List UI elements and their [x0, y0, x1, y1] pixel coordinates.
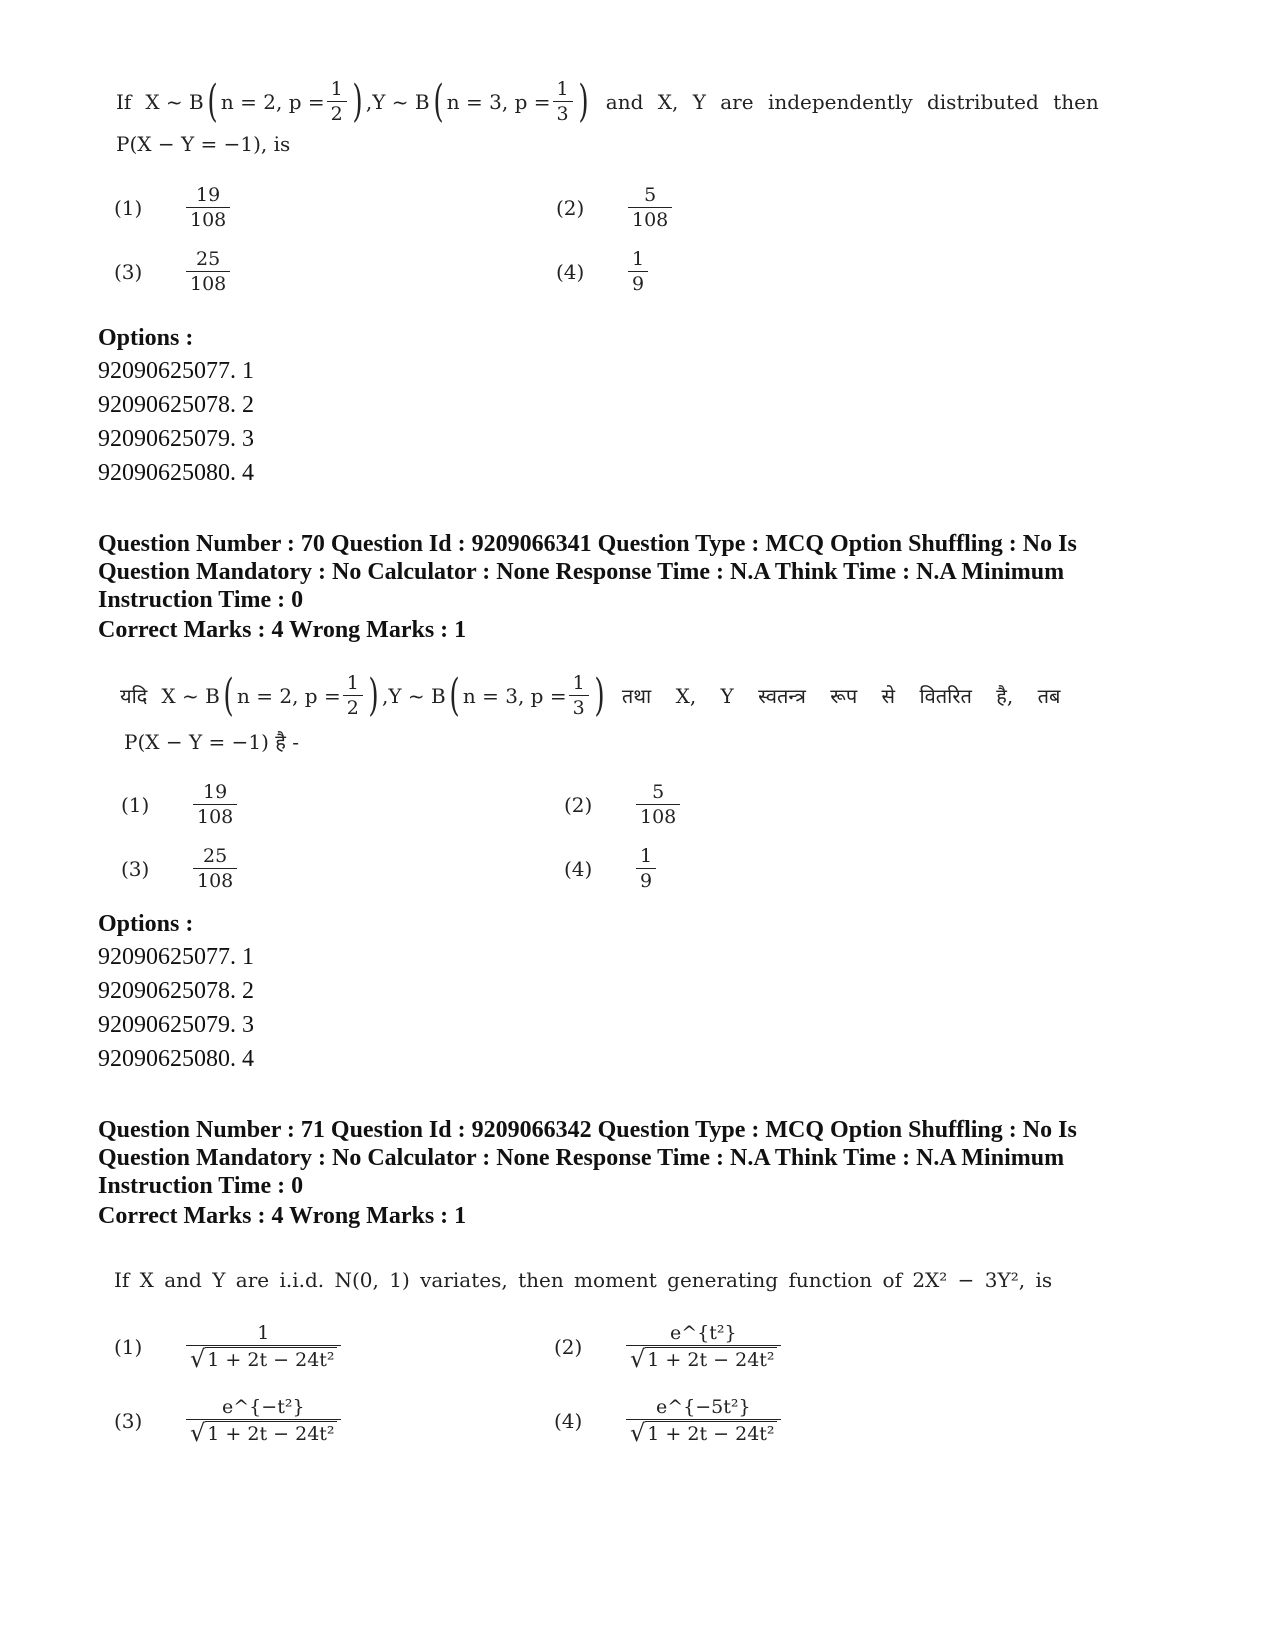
q69-y-dist: Y ~ B	[372, 89, 430, 114]
q70-choice-3	[121, 845, 239, 892]
q70-stem-and: तथा X, Y स्वतन्त्र रूप से वितरित है, तब	[621, 684, 1061, 708]
choice-numerator: 1	[257, 1322, 270, 1344]
option-item: 92090625079. 3	[98, 426, 254, 452]
choice-label: (3)	[114, 259, 143, 284]
q69-stem: If X ~ B ( n = 2, p = $\frac{1}{2}$ ) , Y ~ B ( n = 3, p = $\frac{1}{3}$ ) and X, Y are independently distributed then	[116, 75, 1099, 127]
q70-y-params: n = 3, p =	[462, 683, 567, 708]
choice-denominator: 108	[636, 804, 680, 828]
choice-numerator: e^{−t²}	[222, 1396, 305, 1418]
choice-numerator: 25	[203, 845, 228, 867]
sqrt-icon: √	[190, 1345, 206, 1373]
q69-choice-4	[556, 248, 650, 295]
choice-denominator: 9	[636, 868, 656, 892]
meta-line: Question Number : 71 Question Id : 9209066342 Question Type : MCQ Option Shuffling : No Is	[98, 1117, 1077, 1143]
sqrt-icon: √	[630, 1419, 646, 1447]
choice-label: (2)	[554, 1335, 583, 1359]
q71-choice-3	[114, 1396, 343, 1446]
choice-numerator: 5	[652, 781, 665, 803]
choice-label: (4)	[564, 856, 593, 881]
option-item: 92090625078. 2	[98, 978, 254, 1004]
q70-choice-4	[564, 845, 658, 892]
choice-numerator: 5	[644, 184, 657, 206]
q69-choice-1	[114, 184, 232, 231]
meta-line: Question Number : 70 Question Id : 9209066341 Question Type : MCQ Option Shuffling : No Is	[98, 531, 1077, 557]
choice-label: (1)	[121, 792, 150, 817]
q69-y-p-num: 1	[556, 78, 569, 100]
q69-y-p-den: 3	[553, 101, 573, 125]
choice-numerator: e^{t²}	[669, 1322, 737, 1344]
option-item: 92090625080. 4	[98, 1046, 254, 1072]
choice-denominator: 1 + 2t − 24t²	[647, 1349, 775, 1371]
choice-label: (1)	[114, 1335, 143, 1359]
choice-denominator: 1 + 2t − 24t²	[647, 1423, 775, 1445]
choice-label: (2)	[564, 792, 593, 817]
choice-denominator: 1 + 2t − 24t²	[207, 1349, 335, 1371]
choice-label: (1)	[114, 195, 143, 220]
option-item: 92090625079. 3	[98, 1012, 254, 1038]
option-item: 92090625077. 1	[98, 944, 254, 970]
q71-choice-1	[114, 1322, 343, 1372]
meta-line: Question Mandatory : No Calculator : None Response Time : N.A Think Time : N.A Minimum	[98, 559, 1065, 585]
choice-denominator: 108	[186, 271, 230, 295]
q71-stem: If X and Y are i.i.d. N(0, 1) variates, then moment generating function of 2X² − 3Y², is	[114, 1268, 1053, 1292]
choice-numerator: 25	[196, 248, 221, 270]
q70-x-p-den: 2	[343, 695, 363, 719]
q69-x-params: n = 2, p =	[220, 89, 325, 114]
q69-x-dist: X ~ B	[145, 89, 204, 114]
options-title: Options :	[98, 325, 194, 351]
q70-y-dist: Y ~ B	[388, 683, 446, 708]
q69-y-params: n = 3, p =	[446, 89, 551, 114]
q69-options	[98, 325, 1188, 490]
choice-denominator: 108	[193, 804, 237, 828]
q70-choice-1	[121, 781, 239, 828]
option-item: 92090625077. 1	[98, 358, 254, 384]
q70-meta	[98, 530, 1188, 614]
q71-choice-2	[554, 1322, 783, 1372]
choice-denominator: 9	[628, 271, 648, 295]
q69-choice-2	[556, 184, 674, 231]
q70-stem: यदि X ~ B ( n = 2, p = $\frac{1}{2}$ ) , Y ~ B ( n = 3, p = $\frac{1}{3}$ ) तथा X, Y स्वतन्त्र रूप से वितरित है, तब	[120, 669, 1061, 721]
options-title: Options :	[98, 911, 194, 937]
q71-marks: Correct Marks : 4 Wrong Marks : 1	[98, 1203, 467, 1229]
q69-stem-prefix: If	[116, 89, 132, 114]
q69-stem-line2: P(X − Y = −1), is	[116, 132, 291, 156]
q69-choice-3	[114, 248, 232, 295]
choice-numerator: 1	[640, 845, 653, 867]
choice-label: (4)	[554, 1409, 583, 1433]
q70-x-dist: X ~ B	[161, 683, 220, 708]
q70-y-p-den: 3	[569, 695, 589, 719]
q69-x-p-den: 2	[327, 101, 347, 125]
sqrt-icon: √	[630, 1345, 646, 1373]
choice-label: (4)	[556, 259, 585, 284]
q69-x-p-num: 1	[330, 78, 343, 100]
choice-denominator: 108	[186, 207, 230, 231]
q70-stem-prefix: यदि	[120, 684, 148, 708]
meta-line: Instruction Time : 0	[98, 587, 304, 613]
choice-numerator: 1	[632, 248, 645, 270]
meta-line: Instruction Time : 0	[98, 1173, 304, 1199]
choice-label: (2)	[556, 195, 585, 220]
choice-denominator: 108	[628, 207, 672, 231]
choice-denominator: 1 + 2t − 24t²	[207, 1423, 335, 1445]
sqrt-icon: √	[190, 1419, 206, 1447]
choice-label: (3)	[121, 856, 150, 881]
q70-choice-2	[564, 781, 682, 828]
choice-numerator: 19	[196, 184, 221, 206]
choice-denominator: 108	[193, 868, 237, 892]
choice-numerator: 19	[203, 781, 228, 803]
q71-choice-4	[554, 1396, 783, 1446]
q70-x-p-num: 1	[346, 672, 359, 694]
q70-stem-line2: P(X − Y = −1) है -	[124, 730, 300, 754]
q70-options	[98, 911, 1188, 1076]
option-item: 92090625078. 2	[98, 392, 254, 418]
q71-meta	[98, 1116, 1188, 1200]
meta-line: Question Mandatory : No Calculator : None Response Time : N.A Think Time : N.A Minimum	[98, 1145, 1065, 1171]
choice-numerator: e^{−5t²}	[655, 1396, 751, 1418]
q70-x-params: n = 2, p =	[237, 683, 341, 708]
q70-marks: Correct Marks : 4 Wrong Marks : 1	[98, 617, 467, 643]
q69-stem-and: and X, Y are independently distributed then	[605, 89, 1099, 114]
choice-label: (3)	[114, 1409, 143, 1433]
q70-y-p-num: 1	[572, 672, 585, 694]
option-item: 92090625080. 4	[98, 460, 254, 486]
